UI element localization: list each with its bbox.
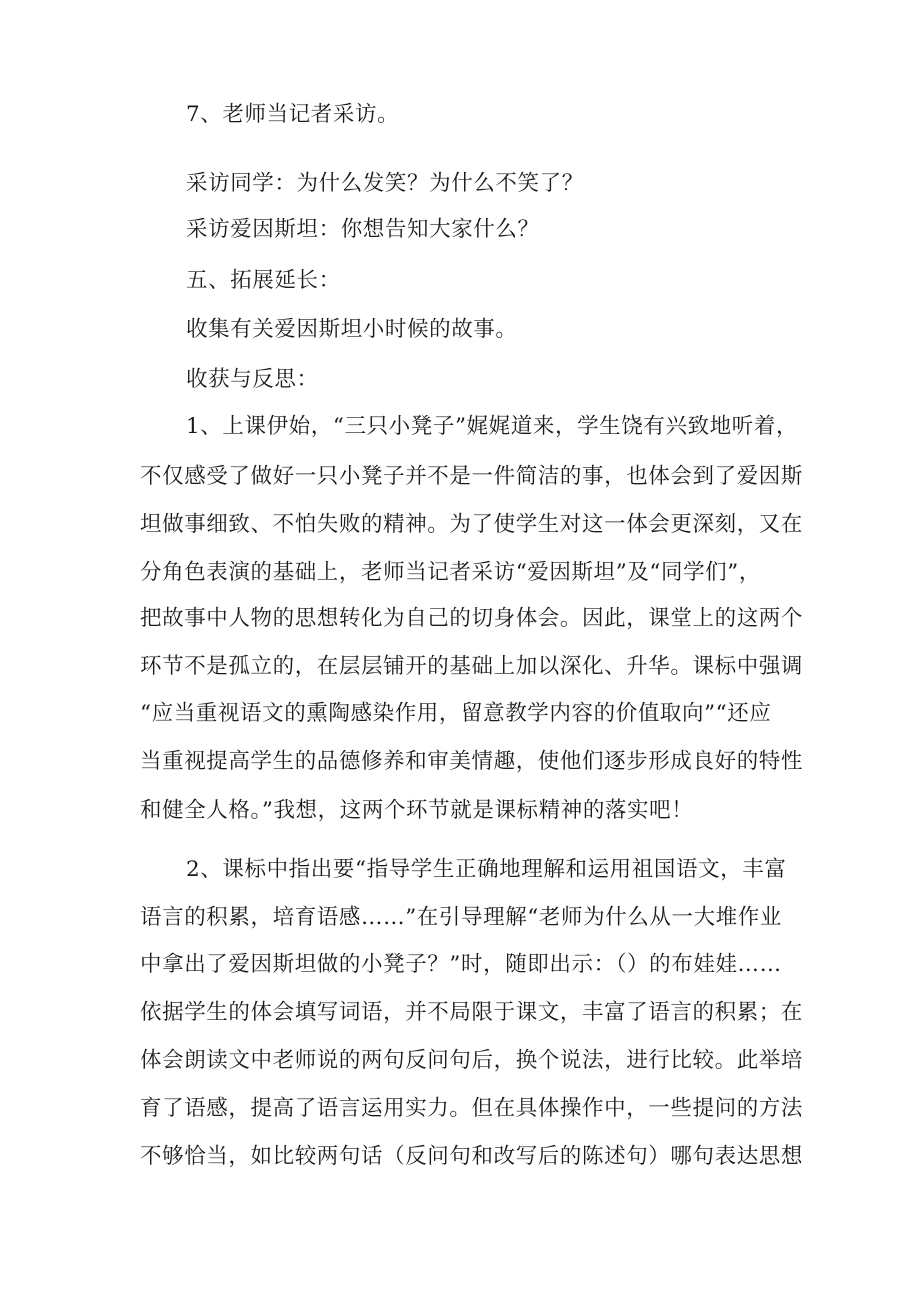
paragraph1-line: “应当重视语文的熏陶感染作用，留意教学内容的价值取向”“还应	[140, 701, 772, 726]
paragraph1-line: 坦做事细致、不怕失败的精神。为了使学生对这一体会更深刻，又在	[140, 512, 804, 537]
paragraph2-line: 育了语感，提高了语言运用实力。但在具体操作中，一些提问的方法	[140, 1096, 804, 1121]
paragraph2-line: 不够恰当，如比较两句话（反问句和改写后的陈述句）哪句表达思想	[140, 1144, 804, 1169]
section5-content: 收集有关爱因斯坦小时候的故事。	[186, 317, 518, 342]
paragraph2-line: 2、课标中指出要“指导学生正确地理解和运用祖国语文，丰富	[186, 857, 787, 882]
paragraph2-line: 体会朗读文中老师说的两句反问句后，换个说法，进行比较。此举培	[140, 1048, 804, 1073]
paragraph1-line: 分角色表演的基础上，老师当记者采访“爱因斯坦”及“同学们”，	[140, 560, 761, 585]
section7-heading: 7、老师当记者采访。	[186, 102, 400, 127]
paragraph2-line: 语言的积累，培育语感……”在引导理解“老师为什么从一大堆作业	[140, 905, 782, 930]
paragraph1-line: 当重视提高学生的品德修养和审美情趣，使他们逐步形成良好的特性	[140, 749, 804, 774]
interview-item: 采访爱因斯坦：你想告知大家什么？	[186, 217, 540, 242]
paragraph1-line: 环节不是孤立的，在层层铺开的基础上加以深化、升华。课标中强调	[140, 654, 804, 679]
paragraph1-line: 和健全人格。”我想，这两个环节就是课标精神的落实吧！	[140, 798, 694, 823]
paragraph1-line: 不仅感受了做好一只小凳子并不是一件简洁的事，也体会到了爱因斯	[140, 464, 804, 489]
paragraph2-line: 依据学生的体会填写词语，并不局限于课文，丰富了语言的积累；在	[140, 1000, 804, 1025]
reflection-heading: 收获与反思：	[186, 367, 319, 392]
interview-item: 采访同学：为什么发笑？为什么不笑了？	[186, 171, 584, 196]
section5-heading: 五、拓展延长：	[186, 268, 341, 293]
paragraph1-line: 1、上课伊始，“三只小凳子”娓娓道来，学生饶有兴致地听着，	[186, 414, 799, 439]
paragraph2-line: 中拿出了爱因斯坦做的小凳子？”时，随即出示：（）的布娃娃……	[140, 952, 782, 977]
paragraph1-line: 把故事中人物的思想转化为自己的切身体会。因此，课堂上的这两个	[140, 606, 804, 631]
